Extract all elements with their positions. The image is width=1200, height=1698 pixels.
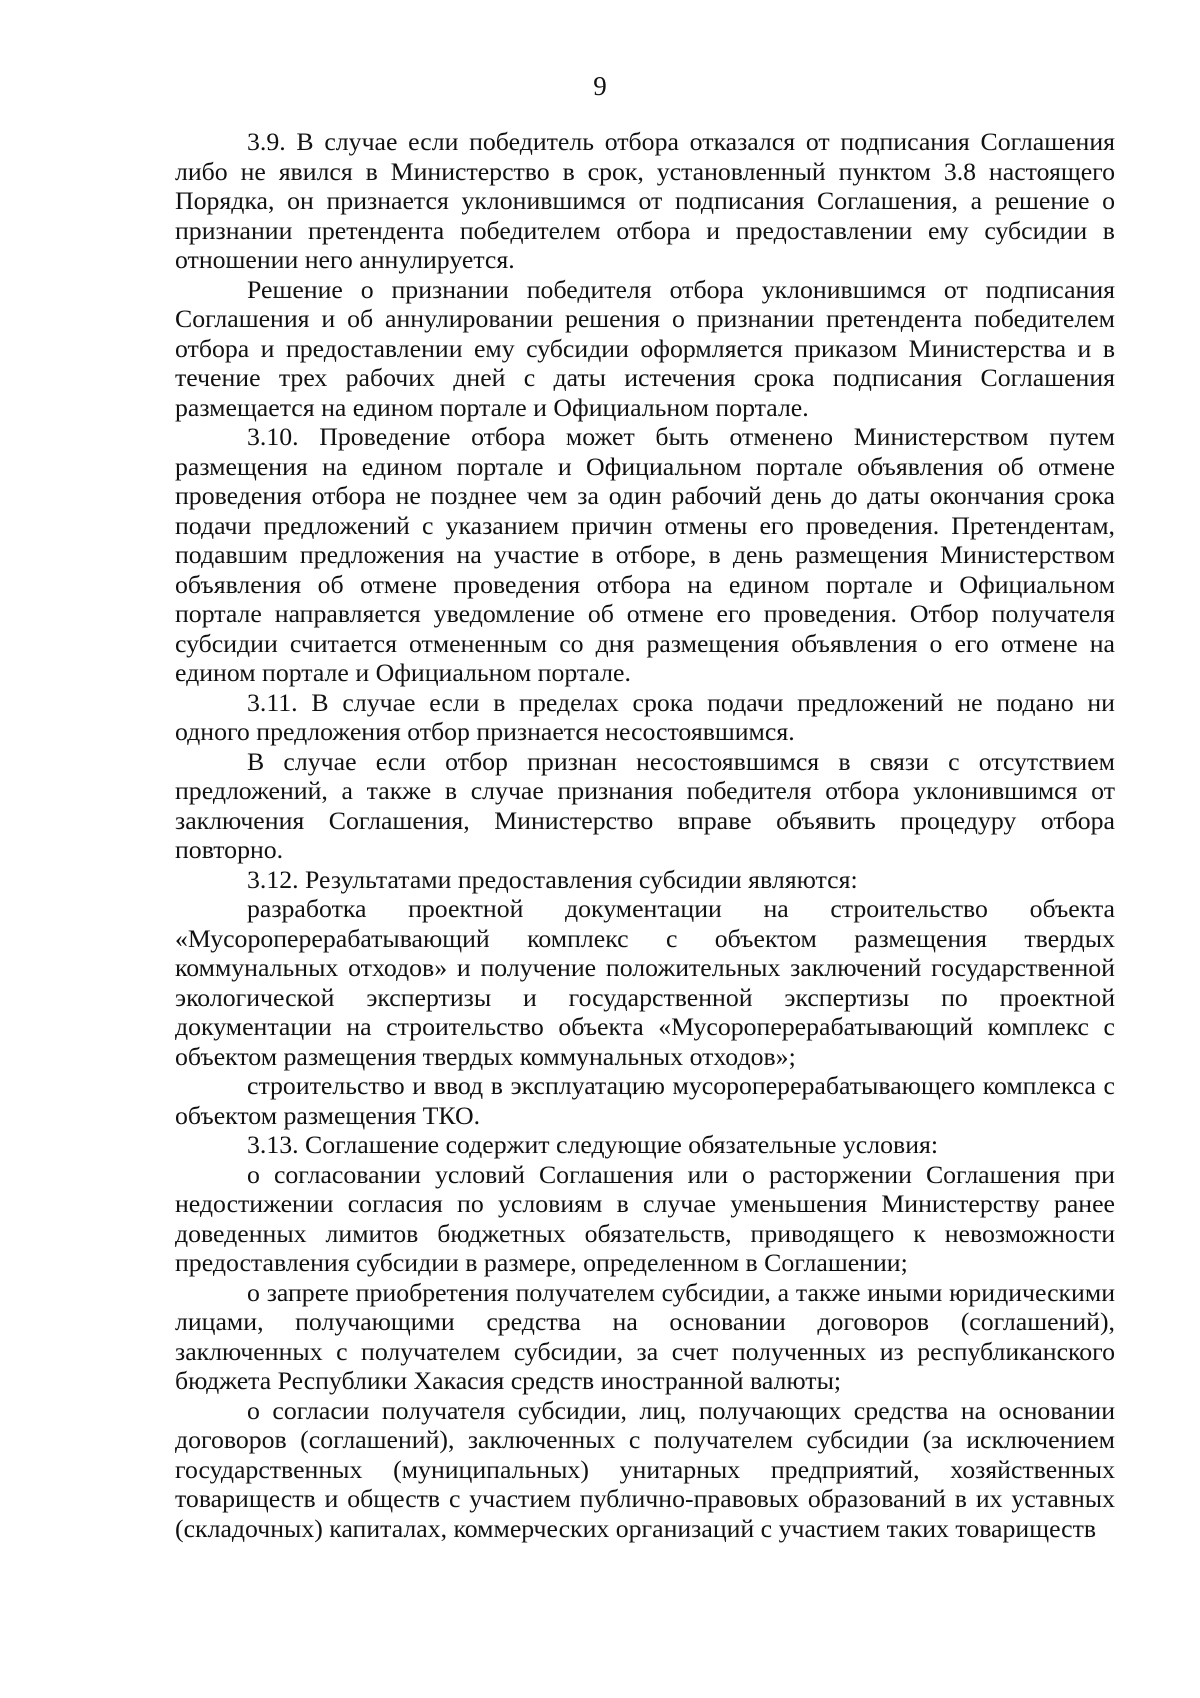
paragraph-repeat-selection: В случае если отбор признан несостоявшимся в связи с отсутствием предложений, а также в случае признания победителя отбора уклонившимся от заключения Соглашения, Министерство вправе объявить процедуру отбора повторно. xyxy=(175,746,1115,864)
paragraph-3-9: 3.9. В случае если победитель отбора отказался от подписания Соглашения либо не явился в Министерство в срок, установленный пунктом 3.8 настоящего Порядка, он признается уклонившимся от подписания Соглашения, а решение о признании претендента победителем отбора и предоставлении ему субсидии в отношении него аннулируется. xyxy=(175,127,1115,274)
paragraph-condition-agreement: о согласовании условий Соглашения или о расторжении Соглашения при недостижении согласия по условиям в случае уменьшения Министерству ранее доведенных лимитов бюджетных обязательств, приводящего к невозможности предоставления субсидии в размере, определенном в Соглашении; xyxy=(175,1159,1115,1277)
page-number: 9 xyxy=(593,71,607,101)
paragraph-3-10: 3.10. Проведение отбора может быть отменено Министерством путем размещения на едином портале и Официальном портале объявления об отмене проведения отбора не позднее чем за один рабочий день до даты окончания срока подачи предложений с указанием причин отмены его проведения. Претендентам, подавшим предложения на участие в отборе, в день размещения Министерством объявления об отмене проведения отбора на едином портале и Официальном портале направляется уведомление об отмене его проведения. Отбор получателя субсидии считается отмененным со дня размещения объявления о его отмене на едином портале и Официальном портале. xyxy=(175,422,1115,687)
paragraph-condition-currency: о запрете приобретения получателем субсидии, а также иными юридическими лицами, получающими средства на основании договоров (соглашений), заключенных с получателем субсидии, за счет полученных из республиканского бюджета Республики Хакасия средств иностранной валюты; xyxy=(175,1277,1115,1395)
document-body xyxy=(175,127,1115,1543)
paragraph-3-11: 3.11. В случае если в пределах срока подачи предложений не подано ни одного предложения отбор признается несостоявшимся. xyxy=(175,687,1115,746)
paragraph-construction: строительство и ввод в эксплуатацию мусороперерабатывающего комплекса с объектом размещения ТКО. xyxy=(175,1071,1115,1130)
paragraph-decision-annulment: Решение о признании победителя отбора уклонившимся от подписания Соглашения и об аннулировании решения о признании претендента победителем отбора и предоставлении ему субсидии оформляется приказом Министерства и в течение трех рабочих дней с даты истечения срока подписания Соглашения размещается на едином портале и Официальном портале. xyxy=(175,274,1115,422)
paragraph-design-documentation: разработка проектной документации на строительство объекта «Мусороперерабатывающий комплекс с объектом размещения твердых коммунальных отходов» и получение положительных заключений государственной экологической экспертизы и государственной экспертизы по проектной документации на строительство объекта «Мусороперерабатывающий комплекс с объектом размещения твердых коммунальных отходов»; xyxy=(175,894,1115,1071)
paragraph-3-13: 3.13. Соглашение содержит следующие обязательные условия: xyxy=(247,1130,939,1159)
paragraph-3-12: 3.12. Результатами предоставления субсидии являются: xyxy=(247,864,858,894)
paragraph-condition-consent: о согласии получателя субсидии, лиц, получающих средства на основании договоров (соглашений), заключенных с получателем субсидии (за исключением государственных (муниципальных) унитарных предприятий, хозяйственных товариществ и обществ с участием публично-правовых образований в их уставных (складочных) капиталах, коммерческих организаций с участием таких товариществ xyxy=(175,1395,1115,1543)
